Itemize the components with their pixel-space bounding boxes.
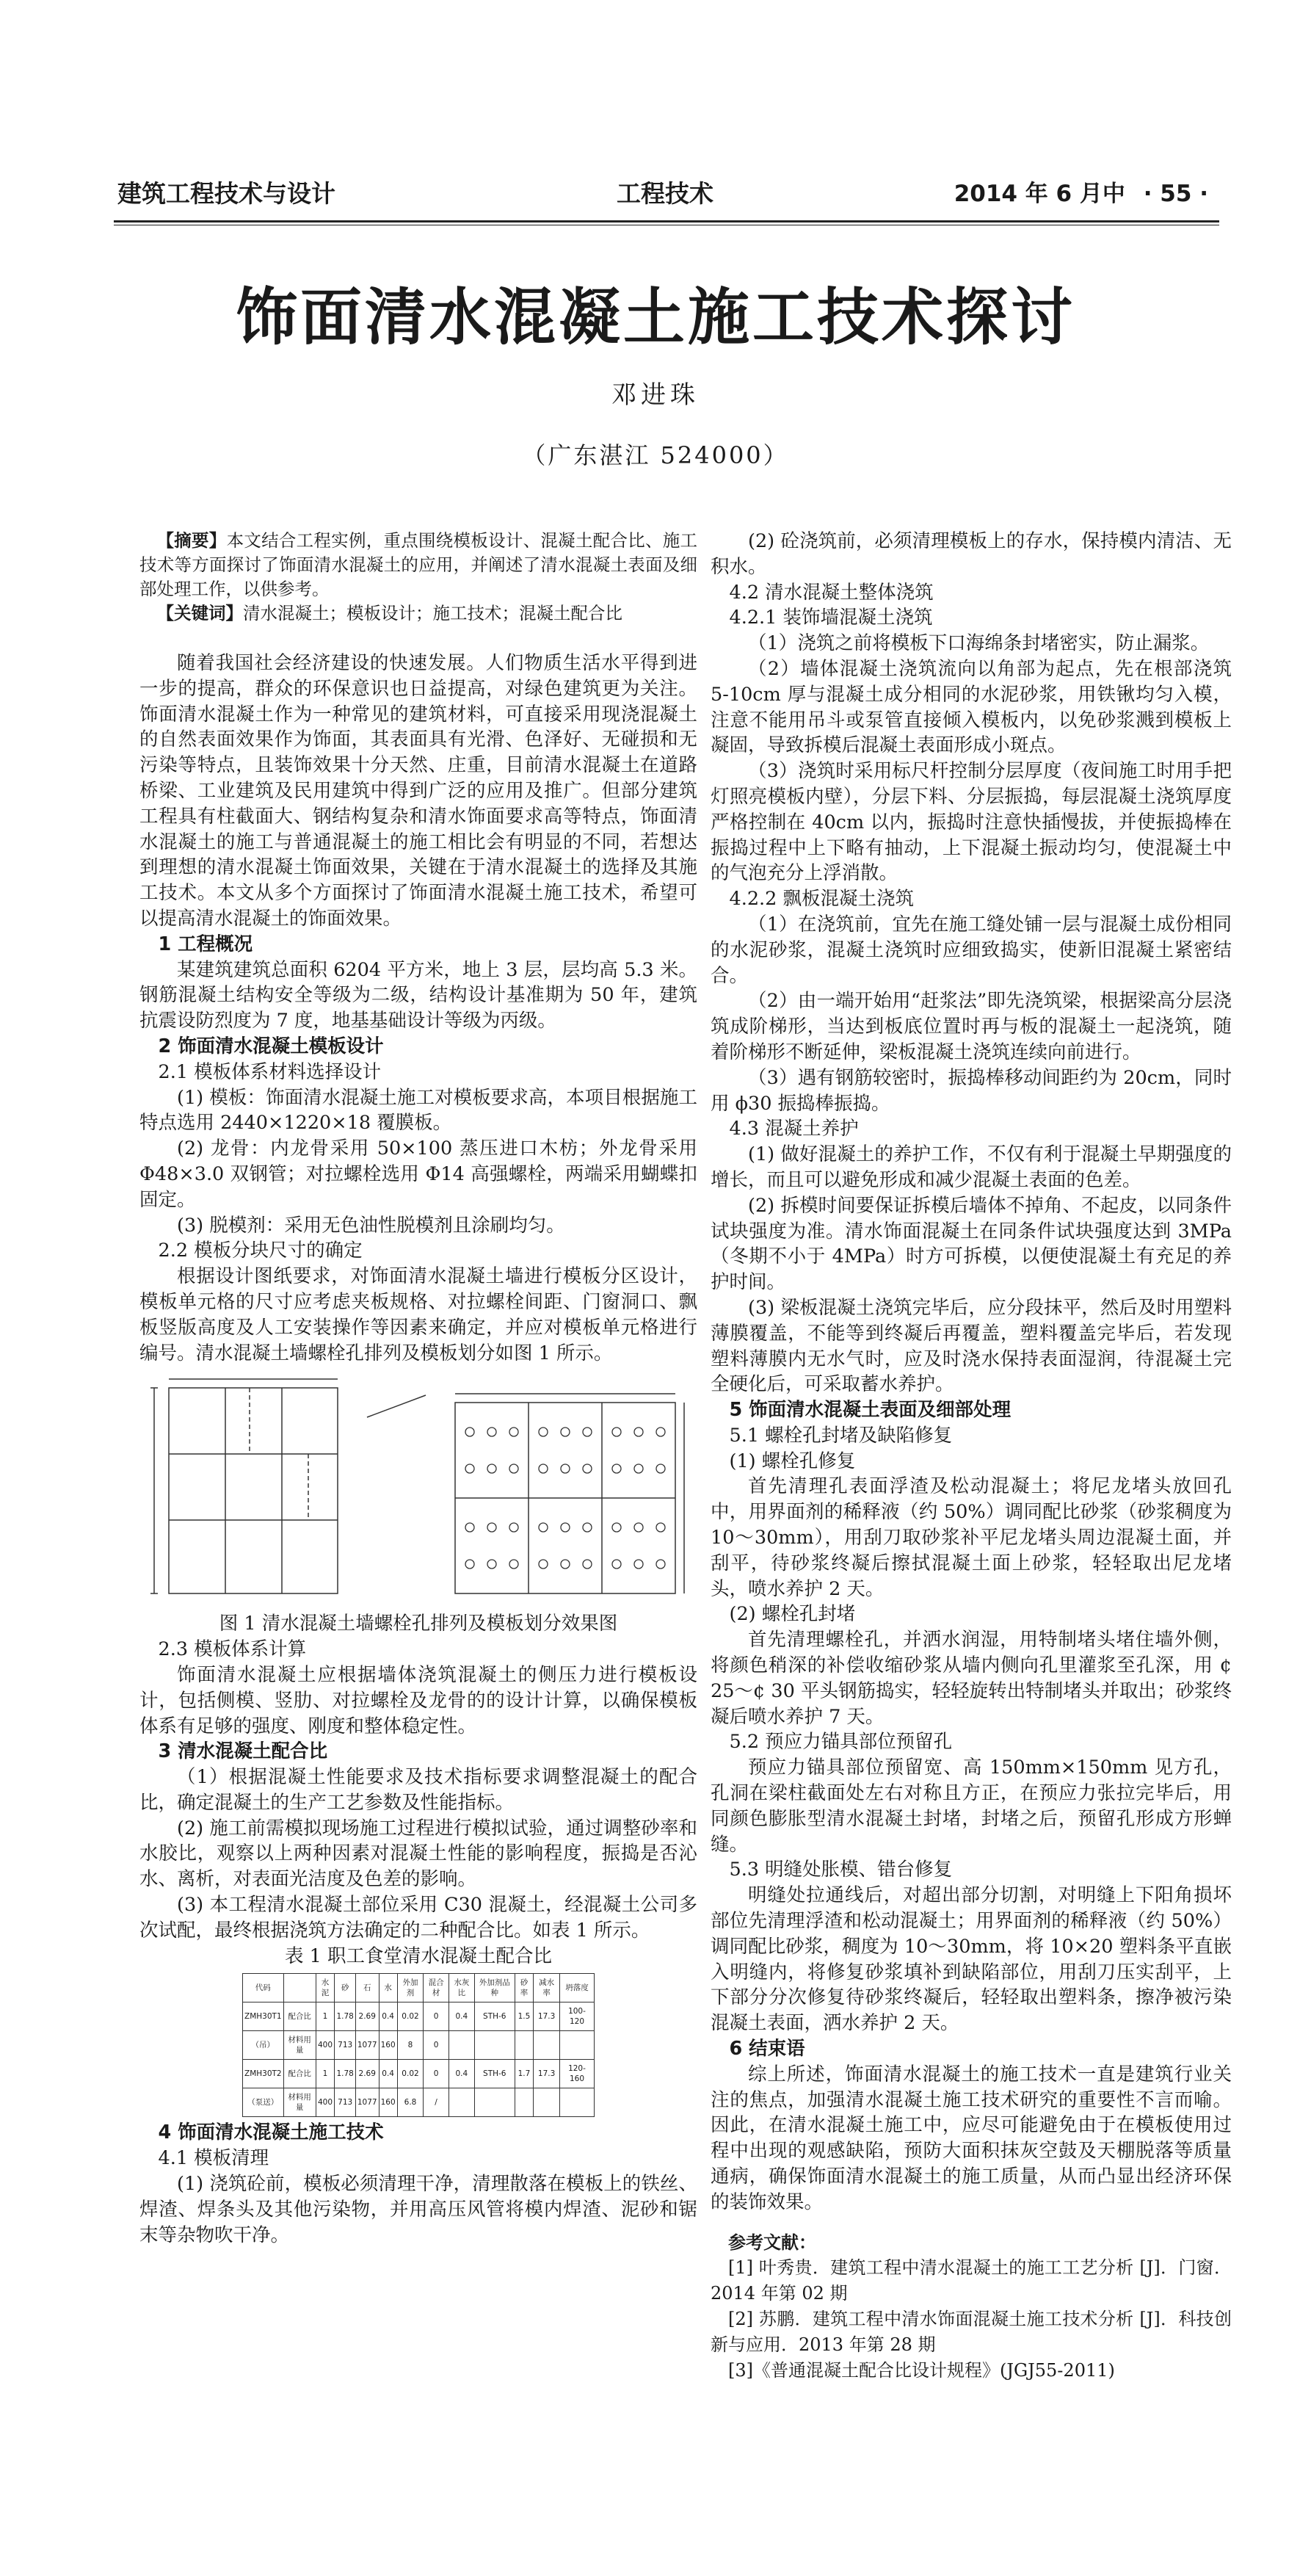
table-header-cell: 减水率 bbox=[534, 1974, 560, 2002]
subsection-heading: 5.1 螺栓孔封堵及缺陷修复 bbox=[729, 1424, 953, 1447]
subsection-heading: 4.3 混凝土养护 bbox=[729, 1118, 859, 1140]
paragraph: 根据设计图纸要求，对饰面清水混凝土墙进行模板分区设计，模板单元格的尺寸应考虑夹板规格、对拉螺栓间距、门窗洞口、飘板竖版高度及人工安装操作等因素来确定，并应对模板单元格进行编号。清水混凝土墙螺栓孔排列及模板划分如图 1 所示。 bbox=[139, 1265, 697, 1364]
subsection-heading: 2.3 模板体系计算 bbox=[158, 1638, 307, 1661]
table-cell: 0 bbox=[424, 2060, 448, 2088]
table-cell: 0.02 bbox=[397, 2002, 424, 2031]
table-cell: 2.69 bbox=[355, 2060, 379, 2088]
paragraph: (1) 做好混凝土的养护工作，不仅有利于混凝土早期强度的增长，而且可以避免形成和减少混凝土表面的色差。 bbox=[711, 1143, 1232, 1191]
table-cell: ZMH30T2 bbox=[243, 2060, 284, 2088]
table-cell: 2.69 bbox=[355, 2002, 379, 2031]
table-header-cell: 混合材 bbox=[424, 1974, 448, 2002]
table-cell: 160 bbox=[379, 2088, 397, 2117]
right-column bbox=[711, 529, 1232, 2383]
subsection-heading: 4.2.2 飘板混凝土浇筑 bbox=[729, 888, 914, 911]
table-header-cell: 外加剂品种 bbox=[474, 1974, 515, 2002]
article-title: 饰面清水混凝土施工技术探讨 bbox=[235, 281, 1075, 353]
table-cell bbox=[448, 2088, 474, 2117]
subsection-heading: (1) 螺栓孔修复 bbox=[729, 1450, 856, 1472]
paragraph: （2）墙体混凝土浇筑流向以角部为起点，先在根部浇筑 5-10cm 厚与混凝土成分相同的水泥砂浆，用铁锹均匀入模，注意不能用吊斗或泵管直接倾入模板内，以免砂浆溅到模板上凝固，导致拆模后混凝土表面形成小斑点。 bbox=[711, 657, 1232, 757]
table-header-cell: 石 bbox=[355, 1974, 379, 2002]
figure-caption: 图 1 清水混凝土墙螺栓孔排列及模板划分效果图 bbox=[219, 1613, 618, 1635]
paragraph: 明缝处拉通线后，对超出部分切割，对明缝上下阳角损坏部位先清理浮渣和松动混凝土；用界面剂的稀释液（约 50%）调同配比砂浆，稠度为 10～30mm，将 10×20 塑料条平直嵌入明缝内，将修复砂浆填补到缺陷部位，用刮刀压实刮平，上下部分分次修复待砂浆终凝后，轻轻取出塑料条，擦净被污染混凝土表面，洒水养护 2 天。 bbox=[711, 1884, 1232, 2035]
paragraph: (3) 梁板混凝土浇筑完毕后，应分段抹平，然后及时用塑料薄膜覆盖，不能等到终凝后再覆盖，塑料覆盖完毕后，若发现塑料薄膜内无水气时，应及时浇水保持表面湿润，待混凝土完全硬化后，可采取蓄水养护。 bbox=[711, 1296, 1232, 1396]
subsection-heading: 4.2.1 装饰墙混凝土浇筑 bbox=[729, 607, 933, 629]
table-cell bbox=[534, 2088, 560, 2117]
table-cell: 材料用量 bbox=[283, 2031, 316, 2060]
subsection-heading: 5.2 预应力锚具部位预留孔 bbox=[729, 1731, 953, 1754]
table-cell: 1 bbox=[316, 2060, 335, 2088]
table-cell: 0 bbox=[424, 2031, 448, 2060]
panel-division-drawing bbox=[150, 1379, 426, 1593]
table-row bbox=[243, 2031, 595, 2060]
table-cell: 1077 bbox=[355, 2031, 379, 2060]
table-cell: 0 bbox=[424, 2002, 448, 2031]
table-cell: / bbox=[424, 2088, 448, 2117]
paragraph: （2）由一端开始用“赶浆法”即先浇筑梁，根据梁高分层浇筑成阶梯形，当达到板底位置时再与板的混凝土一起浇筑，随着阶梯形不断延伸，梁板混凝土浇筑连续向前进行。 bbox=[711, 990, 1232, 1063]
table-cell: 400 bbox=[316, 2031, 335, 2060]
table-cell bbox=[559, 2088, 594, 2117]
table-header-cell: 砂 bbox=[335, 1974, 355, 2002]
table-header-cell: 代码 bbox=[243, 1974, 284, 2002]
running-header bbox=[117, 175, 1208, 219]
paragraph: 饰面清水混凝土应根据墙体浇筑混凝土的侧压力进行模板设计，包括侧模、竖肋、对拉螺栓及龙骨的的设计计算，以确保模板体系有足够的强度、刚度和整体稳定性。 bbox=[139, 1663, 697, 1737]
table-header-cell: 水泥 bbox=[316, 1974, 335, 2002]
paragraph: 首先清理螺栓孔，并洒水润湿，用特制堵头堵住墙外侧，将颜色稍深的补偿收缩砂浆从墙内侧向孔里灌浆至孔深，用 ¢ 25～¢ 30 平头钢筋捣实，轻轻旋转出特制堵头并取出；砂浆终凝后喷水养护 7 天。 bbox=[711, 1629, 1232, 1728]
abstract bbox=[139, 529, 697, 601]
table-row bbox=[243, 2002, 595, 2031]
formwork-diagram bbox=[139, 1373, 697, 1608]
table-cell bbox=[474, 2031, 515, 2060]
table-cell: 1077 bbox=[355, 2088, 379, 2117]
table-cell: 713 bbox=[335, 2031, 355, 2060]
figure-1 bbox=[139, 1373, 697, 1608]
table-header-cell bbox=[283, 1974, 316, 2002]
intro-paragraph: 随着我国社会经济建设的快速发展。人们物质生活水平得到进一步的提高，群众的环保意识也日益提高，对绿色建筑更为关注。饰面清水混凝土作为一种常见的建筑材料，可直接采用现浇混凝土的自然表面效果作为饰面，其表面具有光滑、色泽好、无碰损和无污染等特点，且装饰效果十分天然、庄重，目前清水混凝土在道路桥梁、工业建筑及民用建筑中得到广泛的应用及推广。但部分建筑工程具有柱截面大、钢结构复杂和清水饰面要求高等特点，饰面清水混凝土的施工与普通混凝土的施工相比会有明显的不同，若想达到理想的清水混凝土饰面效果，关键在于清水混凝土的选择及其施工技术。本文从多个方面探讨了饰面清水混凝土施工技术，希望可以提高清水混凝土的饰面效果。 bbox=[139, 652, 697, 930]
table-cell bbox=[534, 2031, 560, 2060]
paragraph: (2) 拆模时间要保证拆模后墙体不掉角、不起皮，以同条件试块强度为准。清水饰面混凝土在同条件试块强度达到 3MPa（冬期不小于 4MPa）时方可拆模，以便使混凝土有充足的养护时间。 bbox=[711, 1194, 1232, 1294]
section-heading: 6 结束语 bbox=[729, 2038, 805, 2061]
paragraph: （1）在浇筑前，宜先在施工缝处铺一层与混凝土成份相同的水泥砂浆，混凝土浇筑时应细致捣实，使新旧混凝土紧密结合。 bbox=[711, 913, 1232, 987]
section-heading: 3 清水混凝土配合比 bbox=[158, 1740, 328, 1763]
paragraph: （1）根据混凝土性能要求及技术指标要求调整混凝土的配合比，确定混凝土的生产工艺参数及性能指标。 bbox=[139, 1766, 697, 1814]
table-cell: 0.4 bbox=[379, 2060, 397, 2088]
table-cell: （泵送） bbox=[243, 2088, 284, 2117]
subsection-heading: 4.2 清水混凝土整体浇筑 bbox=[729, 581, 934, 604]
table-cell: 8 bbox=[397, 2031, 424, 2060]
abstract-label: 【摘要】 bbox=[156, 530, 227, 551]
table-cell: ZMH30T1 bbox=[243, 2002, 284, 2031]
paragraph: (3) 本工程清水混凝土部位采用 C30 混凝土，经混凝土公司多次试配，最终根据浇筑方法确定的二种配合比。如表 1 所示。 bbox=[139, 1894, 697, 1942]
section-heading: 2 饰面清水混凝土模板设计 bbox=[158, 1035, 384, 1057]
table-cell bbox=[515, 2088, 534, 2117]
table-header-row bbox=[243, 1974, 595, 2002]
subsection-heading: (2) 螺栓孔封堵 bbox=[729, 1603, 856, 1626]
table-cell: STH-6 bbox=[474, 2060, 515, 2088]
mix-proportion-table bbox=[242, 1973, 595, 2117]
table-cell: 配合比 bbox=[283, 2060, 316, 2088]
paragraph: (3) 脱模剂：采用无色油性脱模剂且涂刷均匀。 bbox=[177, 1214, 565, 1237]
table-cell: 100-120 bbox=[559, 2002, 594, 2031]
subsection-heading: 2.2 模板分块尺寸的确定 bbox=[158, 1240, 363, 1262]
table-cell bbox=[448, 2031, 474, 2060]
paragraph: 综上所述，饰面清水混凝土的施工技术一直是建筑行业关注的焦点，加强清水混凝土施工技术研究的重要性不言而喻。因此，在清水混凝土施工中，应尽可能避免由于在模板使用过程中出现的观感缺陷，预防大面积抹灰空鼓及天棚脱落等质量通病，确保饰面清水混凝土的施工质量，从而凸显出经济环保的装饰效果。 bbox=[711, 2063, 1232, 2213]
table-header-cell: 水灰比 bbox=[448, 1974, 474, 2002]
paragraph: 预应力锚具部位预留宽、高 150mm×150mm 见方孔，孔洞在梁柱截面处左右对称且方正，在预应力张拉完毕后，用同颜色膨胀型清水混凝土封堵，封堵之后，预留孔形成方形蝉缝。 bbox=[711, 1756, 1232, 1856]
paragraph: （3）浇筑时采用标尺杆控制分层厚度（夜间施工时用手把灯照亮模板内壁），分层下料、分层振捣，每层混凝土浇筑厚度严格控制在 40cm 以内，振捣时注意快插慢拔，并使振捣棒在振捣过程中上下略有抽动，上下混凝土振动均匀，使混凝土中的气泡充分上浮消散。 bbox=[711, 760, 1232, 885]
reference-item: [3]《普通混凝土配合比设计规程》(JGJ55-2011) bbox=[728, 2359, 1115, 2381]
table-cell: 材料用量 bbox=[283, 2088, 316, 2117]
table-row bbox=[243, 2088, 595, 2117]
table-row bbox=[243, 2060, 595, 2088]
table-caption: 表 1 职工食堂清水混凝土配合比 bbox=[285, 1944, 552, 1967]
subsection-heading: 5.3 明缝处胀模、错台修复 bbox=[729, 1859, 953, 1881]
table-cell: 0.4 bbox=[379, 2002, 397, 2031]
paragraph: 首先清理孔表面浮渣及松动混凝土；将尼龙堵头放回孔中，用界面剂的稀释液（约 50%）调同配比砂浆（砂浆稠度为 10～30mm），用刮刀取砂浆补平尼龙堵头周边混凝土面，并刮平，待砂浆终凝后擦拭混凝土面上砂浆，轻轻取出尼龙堵头，喷水养护 2 天。 bbox=[711, 1475, 1232, 1600]
table-cell: 1.5 bbox=[515, 2002, 534, 2031]
table-cell: 160 bbox=[379, 2031, 397, 2060]
table-cell: 400 bbox=[316, 2088, 335, 2117]
paragraph: (2) 龙骨：内龙骨采用 50×100 蒸压进口木枋；外龙骨采用 Φ48×3.0 双钢管；对拉螺栓选用 Φ14 高强螺栓，两端采用蝴蝶扣固定。 bbox=[139, 1137, 697, 1211]
paragraph: (2) 砼浇筑前，必须清理模板上的存水，保持模内清洁、无积水。 bbox=[711, 530, 1232, 578]
table-cell: 120-160 bbox=[559, 2060, 594, 2088]
section-heading: 4 饰面清水混凝土施工技术 bbox=[158, 2121, 384, 2144]
paragraph: 某建筑建筑总面积 6204 平方米，地上 3 层，层均高 5.3 米。钢筋混凝土结构安全等级为二级，结构设计基准期为 50 年，建筑抗震设防烈度为 7 度，地基基础设计等级为丙级。 bbox=[139, 958, 697, 1032]
table-cell: 0.4 bbox=[448, 2060, 474, 2088]
keywords bbox=[139, 601, 697, 626]
references bbox=[711, 2230, 1232, 2384]
header-rule bbox=[114, 220, 1219, 222]
paragraph: (2) 施工前需模拟现场施工过程进行模拟试验，通过调整砂率和水胶比，观察以上两种因素对混凝土性能的影响程度，振捣是否沁水、离析，对表面光洁度及色差的影响。 bbox=[139, 1817, 697, 1891]
table-cell: 1 bbox=[316, 2002, 335, 2031]
table-cell: 配合比 bbox=[283, 2002, 316, 2031]
table-cell: 6.8 bbox=[397, 2088, 424, 2117]
references-heading: 参考文献： bbox=[728, 2232, 816, 2253]
author-name: 邓进珠 bbox=[611, 380, 700, 410]
table-cell bbox=[515, 2031, 534, 2060]
paragraph: （3）遇有钢筋较密时，振捣棒移动间距约为 20cm，同时用 ϕ30 振捣棒振捣。 bbox=[711, 1066, 1232, 1115]
table-cell: 0.4 bbox=[448, 2002, 474, 2031]
table-cell: 713 bbox=[335, 2088, 355, 2117]
table-cell: 0.02 bbox=[397, 2060, 424, 2088]
reference-item: [2] 苏鹏．建筑工程中清水饰面混凝土施工技术分析 [J]．科技创新与应用．2013 年第 28 期 bbox=[711, 2308, 1232, 2355]
paragraph: (1) 模板：饰面清水混凝土施工对模板要求高，本项目根据施工特点选用 2440×1220×18 覆膜板。 bbox=[139, 1086, 697, 1135]
journal-name: 建筑工程技术与设计 bbox=[117, 179, 335, 208]
table-cell: 1.78 bbox=[335, 2060, 355, 2088]
table-cell bbox=[559, 2031, 594, 2060]
table-cell: 1.78 bbox=[335, 2002, 355, 2031]
abstract-text: 本文结合工程实例，重点围绕模板设计、混凝土配合比、施工技术等方面探讨了饰面清水混凝土的应用，并阐述了清水混凝土表面及细部处理工作，以供参考。 bbox=[139, 530, 698, 599]
section-heading: 1 工程概况 bbox=[158, 933, 253, 955]
paragraph: (1) 浇筑砼前，模板必须清理干净，清理散落在模板上的铁丝、焊渣、焊条头及其他污染物，并用高压风管将模内焊渣、泥砂和锯末等杂物吹干净。 bbox=[139, 2173, 697, 2246]
table-header-cell: 水 bbox=[379, 1974, 397, 2002]
paragraph: （1）浇筑之前将模板下口海绵条封堵密实，防止漏浆。 bbox=[748, 632, 1210, 655]
table-cell: 17.3 bbox=[534, 2060, 560, 2088]
table-header-cell: 外加剂 bbox=[397, 1974, 424, 2002]
author-affiliation: （广东湛江 524000） bbox=[522, 441, 789, 469]
table-cell: 17.3 bbox=[534, 2002, 560, 2031]
table-cell bbox=[474, 2088, 515, 2117]
table-cell: STH-6 bbox=[474, 2002, 515, 2031]
table-cell: （吊） bbox=[243, 2031, 284, 2060]
subsection-heading: 4.1 模板清理 bbox=[158, 2147, 269, 2170]
table-header-cell: 砂率 bbox=[515, 1974, 534, 2002]
page-number: · 55 · bbox=[1143, 181, 1208, 207]
issue-date: 2014 年 6 月中 bbox=[954, 181, 1125, 207]
table-cell: 1.7 bbox=[515, 2060, 534, 2088]
table-header-cell: 坍落度 bbox=[559, 1974, 594, 2002]
keywords-text: 清水混凝土；模板设计；施工技术；混凝土配合比 bbox=[243, 603, 622, 623]
keywords-label: 【关键词】 bbox=[156, 603, 243, 623]
section-heading: 5 饰面清水混凝土表面及细部处理 bbox=[729, 1399, 1012, 1422]
issue-and-page bbox=[954, 175, 1208, 208]
left-column bbox=[139, 529, 697, 2248]
reference-item: [1] 叶秀贵．建筑工程中清水混凝土的施工工艺分析 [J]．门窗．2014 年第 02 期 bbox=[711, 2257, 1232, 2304]
section-name: 工程技术 bbox=[617, 179, 713, 208]
subsection-heading: 2.1 模板体系材料选择设计 bbox=[158, 1060, 382, 1083]
